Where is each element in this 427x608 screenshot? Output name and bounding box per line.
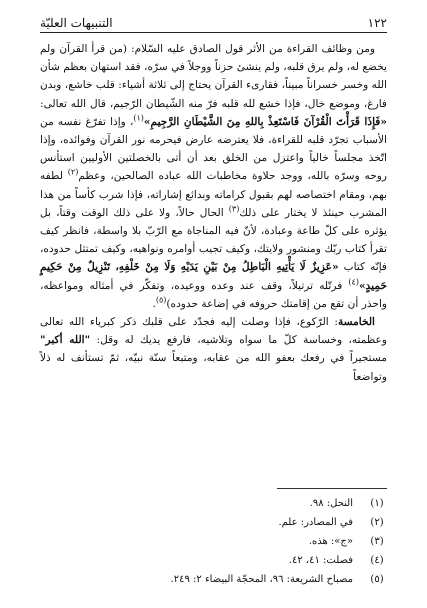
section-heading: الخامسة	[337, 316, 375, 329]
running-title: التنبيهات العليّة	[40, 16, 113, 30]
footnote-number: (٣)	[370, 536, 384, 547]
footnote-reference: (٢)	[67, 167, 79, 177]
text-run: : الرّكوع، فإذا وصلت إليه فجدّد على قلبك ذكر كبرياء الله تعالى وعظمته، وخساسة كلّ ما سواه وتلاشيه، فارفع يديك له وقل:	[40, 316, 387, 347]
footnote-text: في المصادر: علم.	[278, 517, 353, 528]
footnote-text: مصباح الشريعة: ٩٦، المحجّة البيضاء ٢: ٢٤٩.	[170, 574, 353, 585]
text-run: فرتّله ترتيلاً، وقف عند وعده ووعيده، وتفكّر في أمثاله ومواعظه، واحذر أن تقع من إقامتك حروفه في إضاعة حدوده)	[40, 279, 387, 310]
footnote-number: (٤)	[370, 555, 384, 566]
footnote-reference: (١)	[133, 113, 144, 123]
footnote-text: فصلت: ٤١، ٤٢.	[288, 555, 353, 566]
footnote-text: «ج»: هذه.	[308, 536, 353, 547]
text-run: ، وإذا تفرّغ نفسه من الأسباب تجرّد قلبه للقراءة، فلا يعترضه عارض فيحرمه نور القرآن وفوائده، وإذا اتّخذ مجلساً خالياً واعتزل من الخلق بعد أن أتى بالخصلتين الأوليين استأنس روحه وسرّه بالله، ووجد حلاوة مخاطبات الله عباده الصالحين، وعظم	[40, 115, 387, 183]
header-rule	[40, 32, 387, 33]
footnote	[40, 570, 387, 589]
footnote-number: (٥)	[370, 574, 384, 585]
body-text	[40, 40, 387, 386]
text-run: لطفه بهم، ومقام اختصاصه لهم بقبول كراماته وبدائع إشاراته، فإذا شرب كأساً من هذا المشرب حينئذ لا يختار على ذلك	[40, 170, 387, 219]
text-run: الحال حالاً، ولا على ذلك الوقت وقتاً، بل يؤثره على كلّ طاعة وعبادة، لأنّ فيه المناجاة مع الرّبّ بلا واسطة، فانظر كيف تقرأ كتاب ربّك ومنشور ولايتك، وكيف تجيب أوامره ونواهيه، وكيف تمتثل حدوده، فإنّه كتاب	[40, 206, 387, 274]
footnote-reference: (٥)	[155, 295, 167, 305]
footnote-text: النحل: ٩٨.	[309, 498, 353, 509]
footnote-number: (٢)	[370, 517, 384, 528]
page-header	[40, 12, 387, 30]
footnote-reference: (٤)	[348, 277, 359, 287]
quran-quote: «فَإِذَا قَرَأْتَ الْقُرْآنَ فَاسْتَعِذْ بِاللهِ مِنَ الشَّيْطَانِ الرَّجِيمِ»	[143, 115, 387, 128]
footnote	[40, 532, 387, 551]
text-run: ومن وظائف القراءة من الأثر قول الصادق عليه السّلام: (من قرأ القرآن ولم يخضع له، ولم يرق قلبه، ولم ينشئ حزناً ووجلاً في سرّه، فقد استهان بعظم شأن الله وخسر خسراناً مبيناً، فقارىء القرآن يحتاج إلى ثلاثة أشياء: قلب خاشع، وبدن فارغ، وموضع خال، فإذا خشع لله قلبه فرّ منه الشّيطان الرّجيم، قال الله تعالى:	[39, 43, 387, 110]
quran-quote: «عَزِيزٌ لَا يَأْتِيهِ الْبَاطِلُ مِنْ بَيْنِ يَدَيْهِ وَلَا مِنْ خَلْفِهِ، تَنْزِيلٌ مِنْ حَكِيمٍ حَمِيدٍ»	[40, 261, 387, 292]
page-number: ١٢٢	[367, 16, 387, 30]
footnote	[40, 513, 387, 532]
paragraph	[40, 313, 387, 386]
text-run: مستجيراً في رفعك بعفو الله من عقابه، ومتبعاً سنّة نبيّه، ثمّ تستأنف له ذلاً وتواضعاً	[40, 352, 387, 383]
quran-quote: "الله أكبر"	[40, 334, 91, 347]
paragraph	[40, 40, 387, 313]
footnotes	[40, 494, 387, 589]
text-run: .	[152, 297, 156, 310]
footnote-reference: (٣)	[228, 204, 240, 214]
footnote-rule	[277, 488, 387, 489]
footnote	[40, 494, 387, 513]
footnote	[40, 551, 387, 570]
footnote-number: (١)	[370, 498, 384, 509]
